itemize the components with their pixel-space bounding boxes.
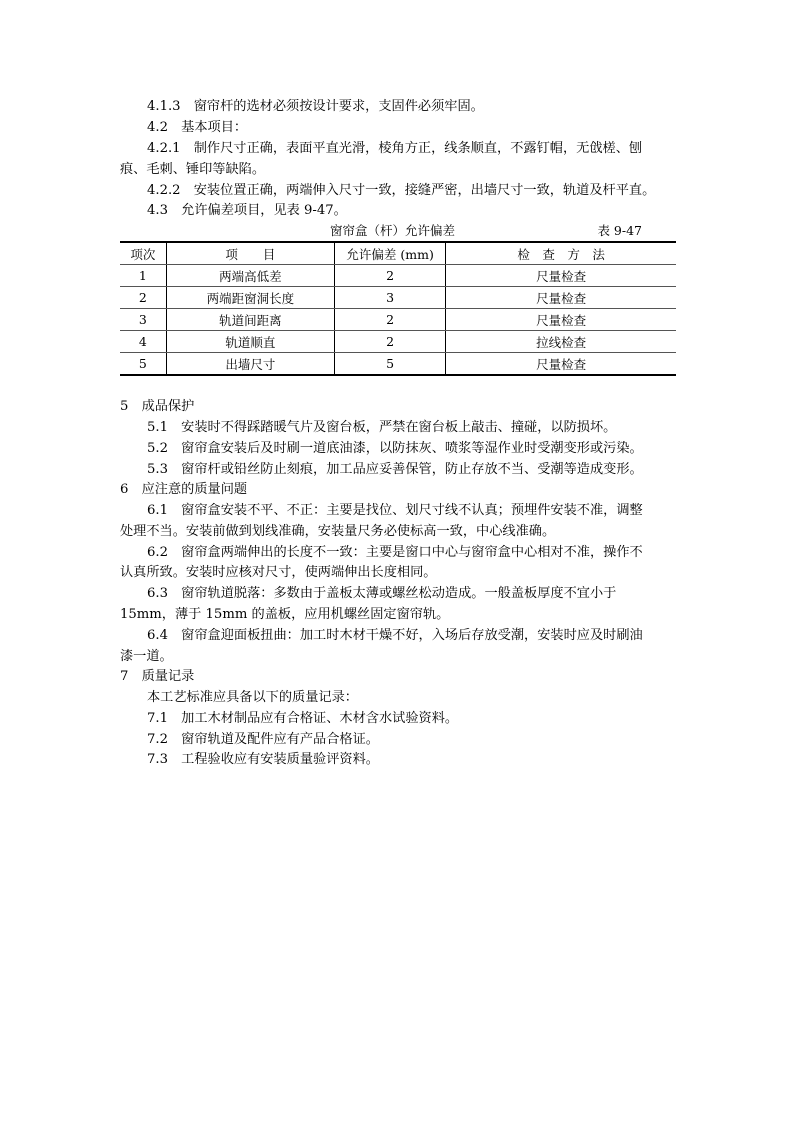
clause-6-1: 6.1 窗帘盒安装不平、不正：主要是找位、划尺寸线不认真；预埋件安装不准，调整 [147, 503, 643, 518]
cell-no: 2 [120, 287, 166, 309]
cell-method: 尺量检查 [446, 309, 676, 331]
table-row [120, 331, 676, 353]
cell-item: 轨道顺直 [166, 331, 334, 353]
cell-allowance: 3 [334, 287, 445, 309]
header-item-no: 项次 [120, 242, 166, 265]
cell-allowance: 2 [334, 331, 445, 353]
clause-6-2: 6.2 窗帘盒两端伸出的长度不一致：主要是窗口中心与窗帘盒中心相对不准，操作不 [147, 545, 643, 560]
clause-6-4-cont: 漆一道。 [120, 649, 173, 664]
clause-5-2: 5.2 窗帘盒安装后及时刷一道底油漆，以防抹灰、喷浆等湿作业时受潮变形或污染。 [147, 441, 643, 456]
cell-no: 3 [120, 309, 166, 331]
cell-allowance: 5 [334, 353, 445, 376]
cell-no: 5 [120, 353, 166, 376]
clause-7-2: 7.2 窗帘轨道及配件应有产品合格证。 [147, 732, 379, 747]
clause-6-3: 6.3 窗帘轨道脱落：多数由于盖板太薄或螺丝松动造成。一般盖板厚度不宜小于 [147, 586, 617, 601]
table-header-row [120, 242, 676, 265]
header-item: 项 目 [166, 242, 334, 265]
cell-no: 1 [120, 265, 166, 287]
clause-4-2-heading: 4.2 基本项目： [147, 120, 248, 135]
clause-7-3: 7.3 工程验收应有安装质量验评资料。 [147, 752, 379, 767]
cell-allowance: 2 [334, 309, 445, 331]
cell-method: 拉线检查 [446, 331, 676, 353]
clause-4-2-2: 4.2.2 安装位置正确，两端伸入尺寸一致，接缝严密，出墙尺寸一致，轨道及杆平直。 [147, 183, 656, 198]
cell-method: 尺量检查 [446, 287, 676, 309]
table-number: 表 9-47 [597, 223, 642, 238]
table-row [120, 353, 676, 376]
cell-method: 尺量检查 [446, 353, 676, 376]
table-row [120, 265, 676, 287]
clause-4-1-3: 4.1.3 窗帘杆的选材必须按设计要求，支固件必须牢固。 [147, 99, 484, 114]
clause-7-1: 7.1 加工木材制品应有合格证、木材含水试验资料。 [147, 711, 459, 726]
cell-item: 出墙尺寸 [166, 353, 334, 376]
cell-no: 4 [120, 331, 166, 353]
section-7-heading: 7 质量记录 [120, 669, 195, 684]
cell-item: 两端高低差 [166, 265, 334, 287]
clause-4-2-1: 4.2.1 制作尺寸正确，表面平直光滑，棱角方正，线条顺直，不露钉帽，无戗槎、刨 [147, 141, 643, 156]
header-method: 检 查 方 法 [446, 242, 676, 265]
clause-6-1-cont: 处理不当。安装前做到划线准确，安装量尺务必使标高一致，中心线准确。 [120, 524, 556, 539]
clause-6-2-cont: 认真所致。安装时应核对尺寸，使两端伸出长度相同。 [120, 565, 437, 580]
clause-6-3-cont: 15mm，薄于 15mm 的盖板，应用机螺丝固定窗帘轨。 [120, 607, 450, 622]
cell-method: 尺量检查 [446, 265, 676, 287]
table-row [120, 309, 676, 331]
clause-5-1: 5.1 安装时不得踩踏暖气片及窗台板，严禁在窗台板上敲击、撞碰，以防损坏。 [147, 420, 617, 435]
table-row [120, 287, 676, 309]
header-allowance: 允许偏差 (mm) [334, 242, 445, 265]
clause-6-4: 6.4 窗帘盒迎面板扭曲：加工时木材干燥不好，入场后存放受潮，安装时应及时刷油 [147, 628, 643, 643]
section-6-heading: 6 应注意的质量问题 [120, 482, 248, 497]
section-5-heading: 5 成品保护 [120, 399, 195, 414]
cell-item: 轨道间距离 [166, 309, 334, 331]
section-7-intro: 本工艺标准应具备以下的质量记录： [147, 690, 358, 705]
clause-4-3: 4.3 允许偏差项目，见表 9-47。 [147, 203, 347, 218]
clause-4-2-1-cont: 痕、毛刺、锤印等缺陷。 [120, 162, 266, 177]
cell-allowance: 2 [334, 265, 445, 287]
table-caption [120, 221, 676, 237]
allowable-deviation-table [120, 241, 676, 376]
table-title: 窗帘盒（杆）允许偏差 [330, 223, 456, 238]
cell-item: 两端距窗洞长度 [166, 287, 334, 309]
clause-5-3: 5.3 窗帘杆或铅丝防止刻痕，加工品应妥善保管，防止存放不当、受潮等造成变形。 [147, 462, 643, 477]
